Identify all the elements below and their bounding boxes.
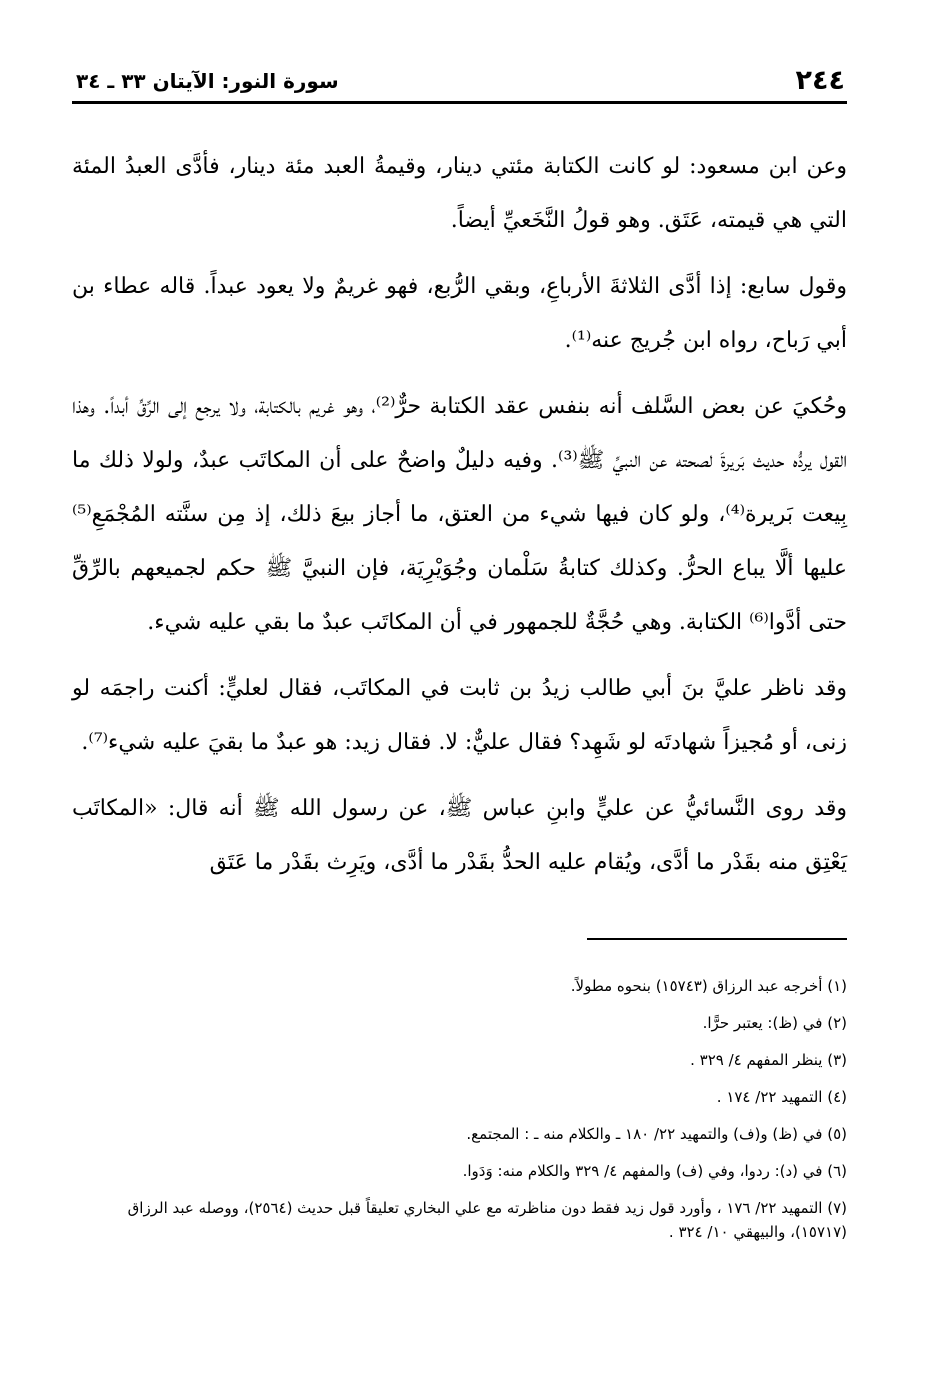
footnote: (٣) ينظر المفهم ٤/ ٣٢٩ . <box>690 1051 847 1069</box>
footnote-separator <box>587 938 847 940</box>
footnote: (١) أخرجه عبد الرزاق (١٥٧٤٣) بنحوه مطولاً. <box>570 977 847 995</box>
footnote: (٤) التمهيد ٢٢/ ١٧٤ . <box>716 1088 847 1106</box>
paragraph: وحُكيَ عن بعض السَّلف أنه بنفس عقد الكتابة حرٌّ⁽²⁾، وهو غريم بالكتابة، ولا يرجع إلى الرِّقِّ أبداً. وهذا القول يردُّه حديث بَريرةَ لصحته عن النبيِّ ﷺ⁽³⁾. وفيه دليلٌ واضحٌ على أن المكاتَب عبدٌ، ولولا ذلك ما بِيعت بَريرة⁽⁴⁾، ولو كان فيها شيء من العتق، ما أجاز بيعَ ذلك، إذ مِن سنَّته المُجْمَعِ⁽⁵⁾ عليها ألَّا يباع الحرُّ. وكذلك كتابةُ سَلْمان وجُوَيْرِيَة، فإن النبيَّ ﷺ حكم لجميعهم بالرِّقِّ حتى أدَّوا⁽⁶⁾ الكتابة. وهي حُجَّةٌ للجمهور في أن المكاتَب عبدٌ ما بقي عليه شيء. <box>72 394 848 635</box>
footnote: (٢) في (ظ): يعتبر حرًّا. <box>702 1014 847 1032</box>
page-number: ٢٤٤ <box>795 65 845 96</box>
paragraph: وقد روى النَّسائيُّ عن عليٍّ وابنِ عباس ﷺ، عن رسول الله ﷺ أنه قال: «المكاتَب يَعْتِق منه بقَدْر ما أدَّى، ويُقام عليه الحدُّ بقَدْر ما أدَّى، ويَرِث بقَدْر ما عَتَق <box>72 796 847 875</box>
paragraph: وعن ابن مسعود: لو كانت الكتابة مئتي دينار، وقيمةُ العبد مئة دينار، فأدَّى العبدُ المئة التي هي قيمته، عَتَق. وهو قولُ النَّخَعيِّ أيضاً. <box>72 154 847 233</box>
paragraph: وقول سابع: إذا أدَّى الثلاثةَ الأرباعِ، وبقي الرُّبع، فهو غريمٌ ولا يعود عبداً. قاله عطاء بن أبي رَباح، رواه ابن جُريج عنه⁽¹⁾. <box>72 274 847 353</box>
main-text <box>72 140 847 902</box>
paragraph: وقد ناظر عليَّ بنَ أبي طالب زيدُ بن ثابت في المكاتَب، فقال لعليٍّ: أكنت راجمَه لو زنى، أو مُجيزاً شهادتَه لو شَهِد؟ فقال عليٌّ: لا. فقال زيد: هو عبدٌ ما بقيَ عليه شيء⁽⁷⁾. <box>72 676 847 755</box>
page-header <box>72 62 847 102</box>
running-title: سورة النور: الآيتان ٣٣ ـ ٣٤ <box>76 69 339 93</box>
footnotes <box>72 974 847 1257</box>
footnote: (٥) في (ظ) و(ف) والتمهيد ٢٢/ ١٨٠ ـ والكلام منه ـ : المجتمع. <box>466 1125 847 1143</box>
footnote: (٧) التمهيد ٢٢/ ١٧٦ ، وأورد قول زيد فقط دون مناظرته مع علي البخاري تعليقاً قبل حديث (٢٥٦٤)، ووصله عبد الرزاق (١٥٧١٧)، والبيهقي ١٠/ ٣٢٤ . <box>127 1199 847 1241</box>
footnote: (٦) في (د): ردوا، وفي (ف) والمفهم ٤/ ٣٢٩ والكلام منه: وَدَوا. <box>462 1162 847 1180</box>
header-rule <box>72 101 847 104</box>
